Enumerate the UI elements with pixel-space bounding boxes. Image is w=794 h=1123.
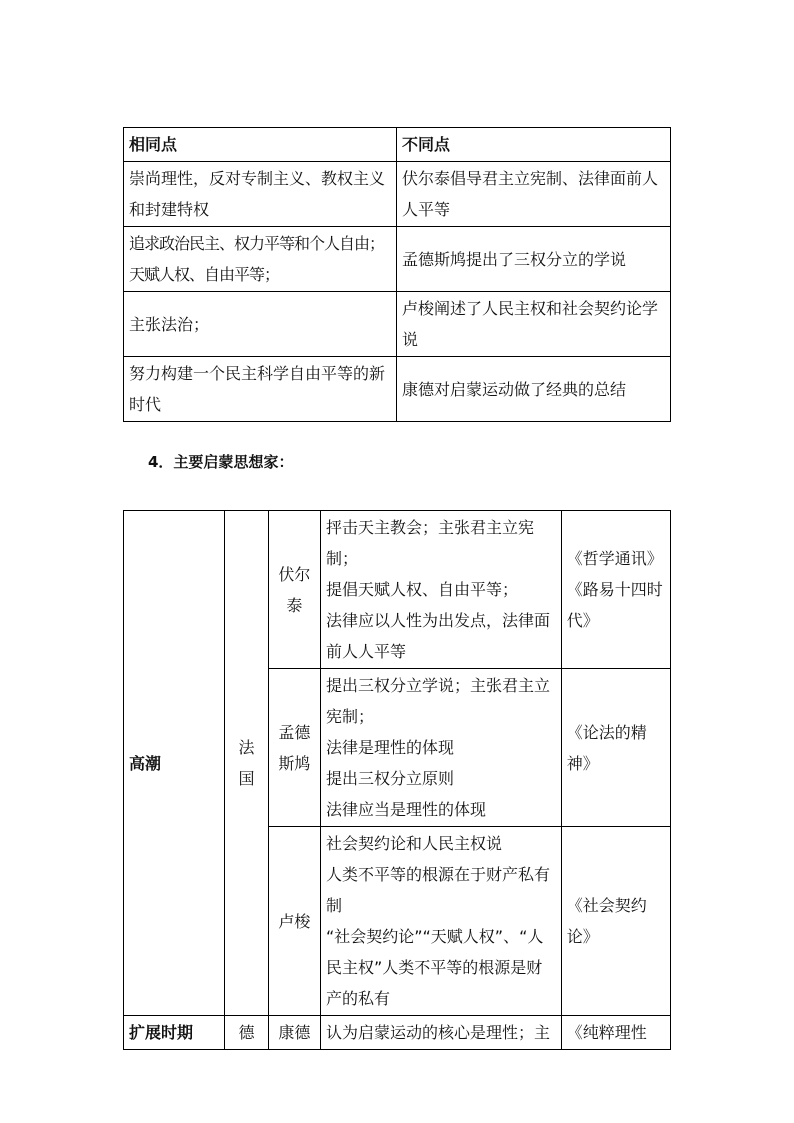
table-row — [124, 1016, 671, 1050]
thinker-works: 《社会契约论》 — [566, 896, 647, 946]
ideas-cell — [320, 669, 561, 827]
thinker-name-cell — [268, 827, 320, 1016]
section-title: 4．主要启蒙思想家： — [148, 453, 294, 471]
difference-cell: 伏尔泰倡导君主立宪制、法律面前人人平等 — [397, 162, 671, 227]
difference-cell: 卢梭阐述了人民主权和社会契约论学说 — [397, 292, 671, 357]
thinker-ideas: 认为启蒙运动的核心是理性；主 — [325, 1023, 550, 1042]
ideas-cell — [320, 827, 561, 1016]
comparison-table — [123, 127, 671, 422]
thinker-name: 孟德 斯鸠 — [278, 722, 311, 773]
ideas-cell — [320, 1016, 561, 1050]
ideas-cell — [320, 511, 561, 669]
table-row — [124, 162, 671, 227]
thinker-name: 康德 — [278, 1023, 311, 1042]
similarity-cell: 努力构建一个民主科学自由平等的新时代 — [124, 357, 397, 422]
difference-cell: 孟德斯鸠提出了三权分立的学说 — [397, 227, 671, 292]
header-similarities: 相同点 — [124, 128, 397, 162]
difference-cell: 康德对启蒙运动做了经典的总结 — [397, 357, 671, 422]
works-cell — [561, 669, 670, 827]
header-differences: 不同点 — [397, 128, 671, 162]
country-cell — [225, 1016, 269, 1050]
works-cell — [561, 511, 670, 669]
thinker-works: 《哲学通讯》 《路易十四时代》 — [566, 549, 663, 630]
thinker-ideas: 提出三权分立学说；主张君主立宪制； 法律是理性的体现 提出三权分立原则 法律应当是理性的体现 — [325, 676, 550, 819]
thinker-works: 《纯粹理性 — [566, 1023, 647, 1042]
works-cell — [561, 827, 670, 1016]
table-row — [124, 292, 671, 357]
works-cell — [561, 1016, 670, 1050]
table-row — [124, 511, 671, 669]
thinkers-table — [123, 510, 671, 1050]
similarity-cell: 主张法治； — [124, 292, 397, 357]
thinker-ideas: 社会契约论和人民主权说 人类不平等的根源在于财产私有制 “社会契约论”“天赋人权”、“人民主权”人类不平等的根源是财产的私有 — [325, 834, 550, 1008]
thinker-name: 伏尔 泰 — [278, 564, 311, 615]
thinker-works: 《论法的精神》 — [566, 722, 647, 773]
table-row — [124, 227, 671, 292]
similarity-cell: 崇尚理性，反对专制主义、教权主义和封建特权 — [124, 162, 397, 227]
thinker-name-cell — [268, 1016, 320, 1050]
comparison-header-row — [124, 128, 671, 162]
country-label: 德 — [238, 1023, 255, 1042]
thinker-name-cell — [268, 511, 320, 669]
thinker-name-cell — [268, 669, 320, 827]
similarity-cell: 追求政治民主、权力平等和个人自由；天赋人权、自由平等； — [124, 227, 397, 292]
country-cell — [225, 511, 269, 1016]
country-label: 法 国 — [238, 738, 255, 788]
table-row — [124, 357, 671, 422]
stage-cell: 高潮 — [124, 511, 225, 1016]
thinker-ideas: 抨击天主教会；主张君主立宪制； 提倡天赋人权、自由平等； 法律应以人性为出发点，法律面前人人平等 — [325, 518, 550, 661]
stage-cell: 扩展时期 — [124, 1016, 225, 1050]
thinker-name: 卢梭 — [278, 911, 311, 931]
